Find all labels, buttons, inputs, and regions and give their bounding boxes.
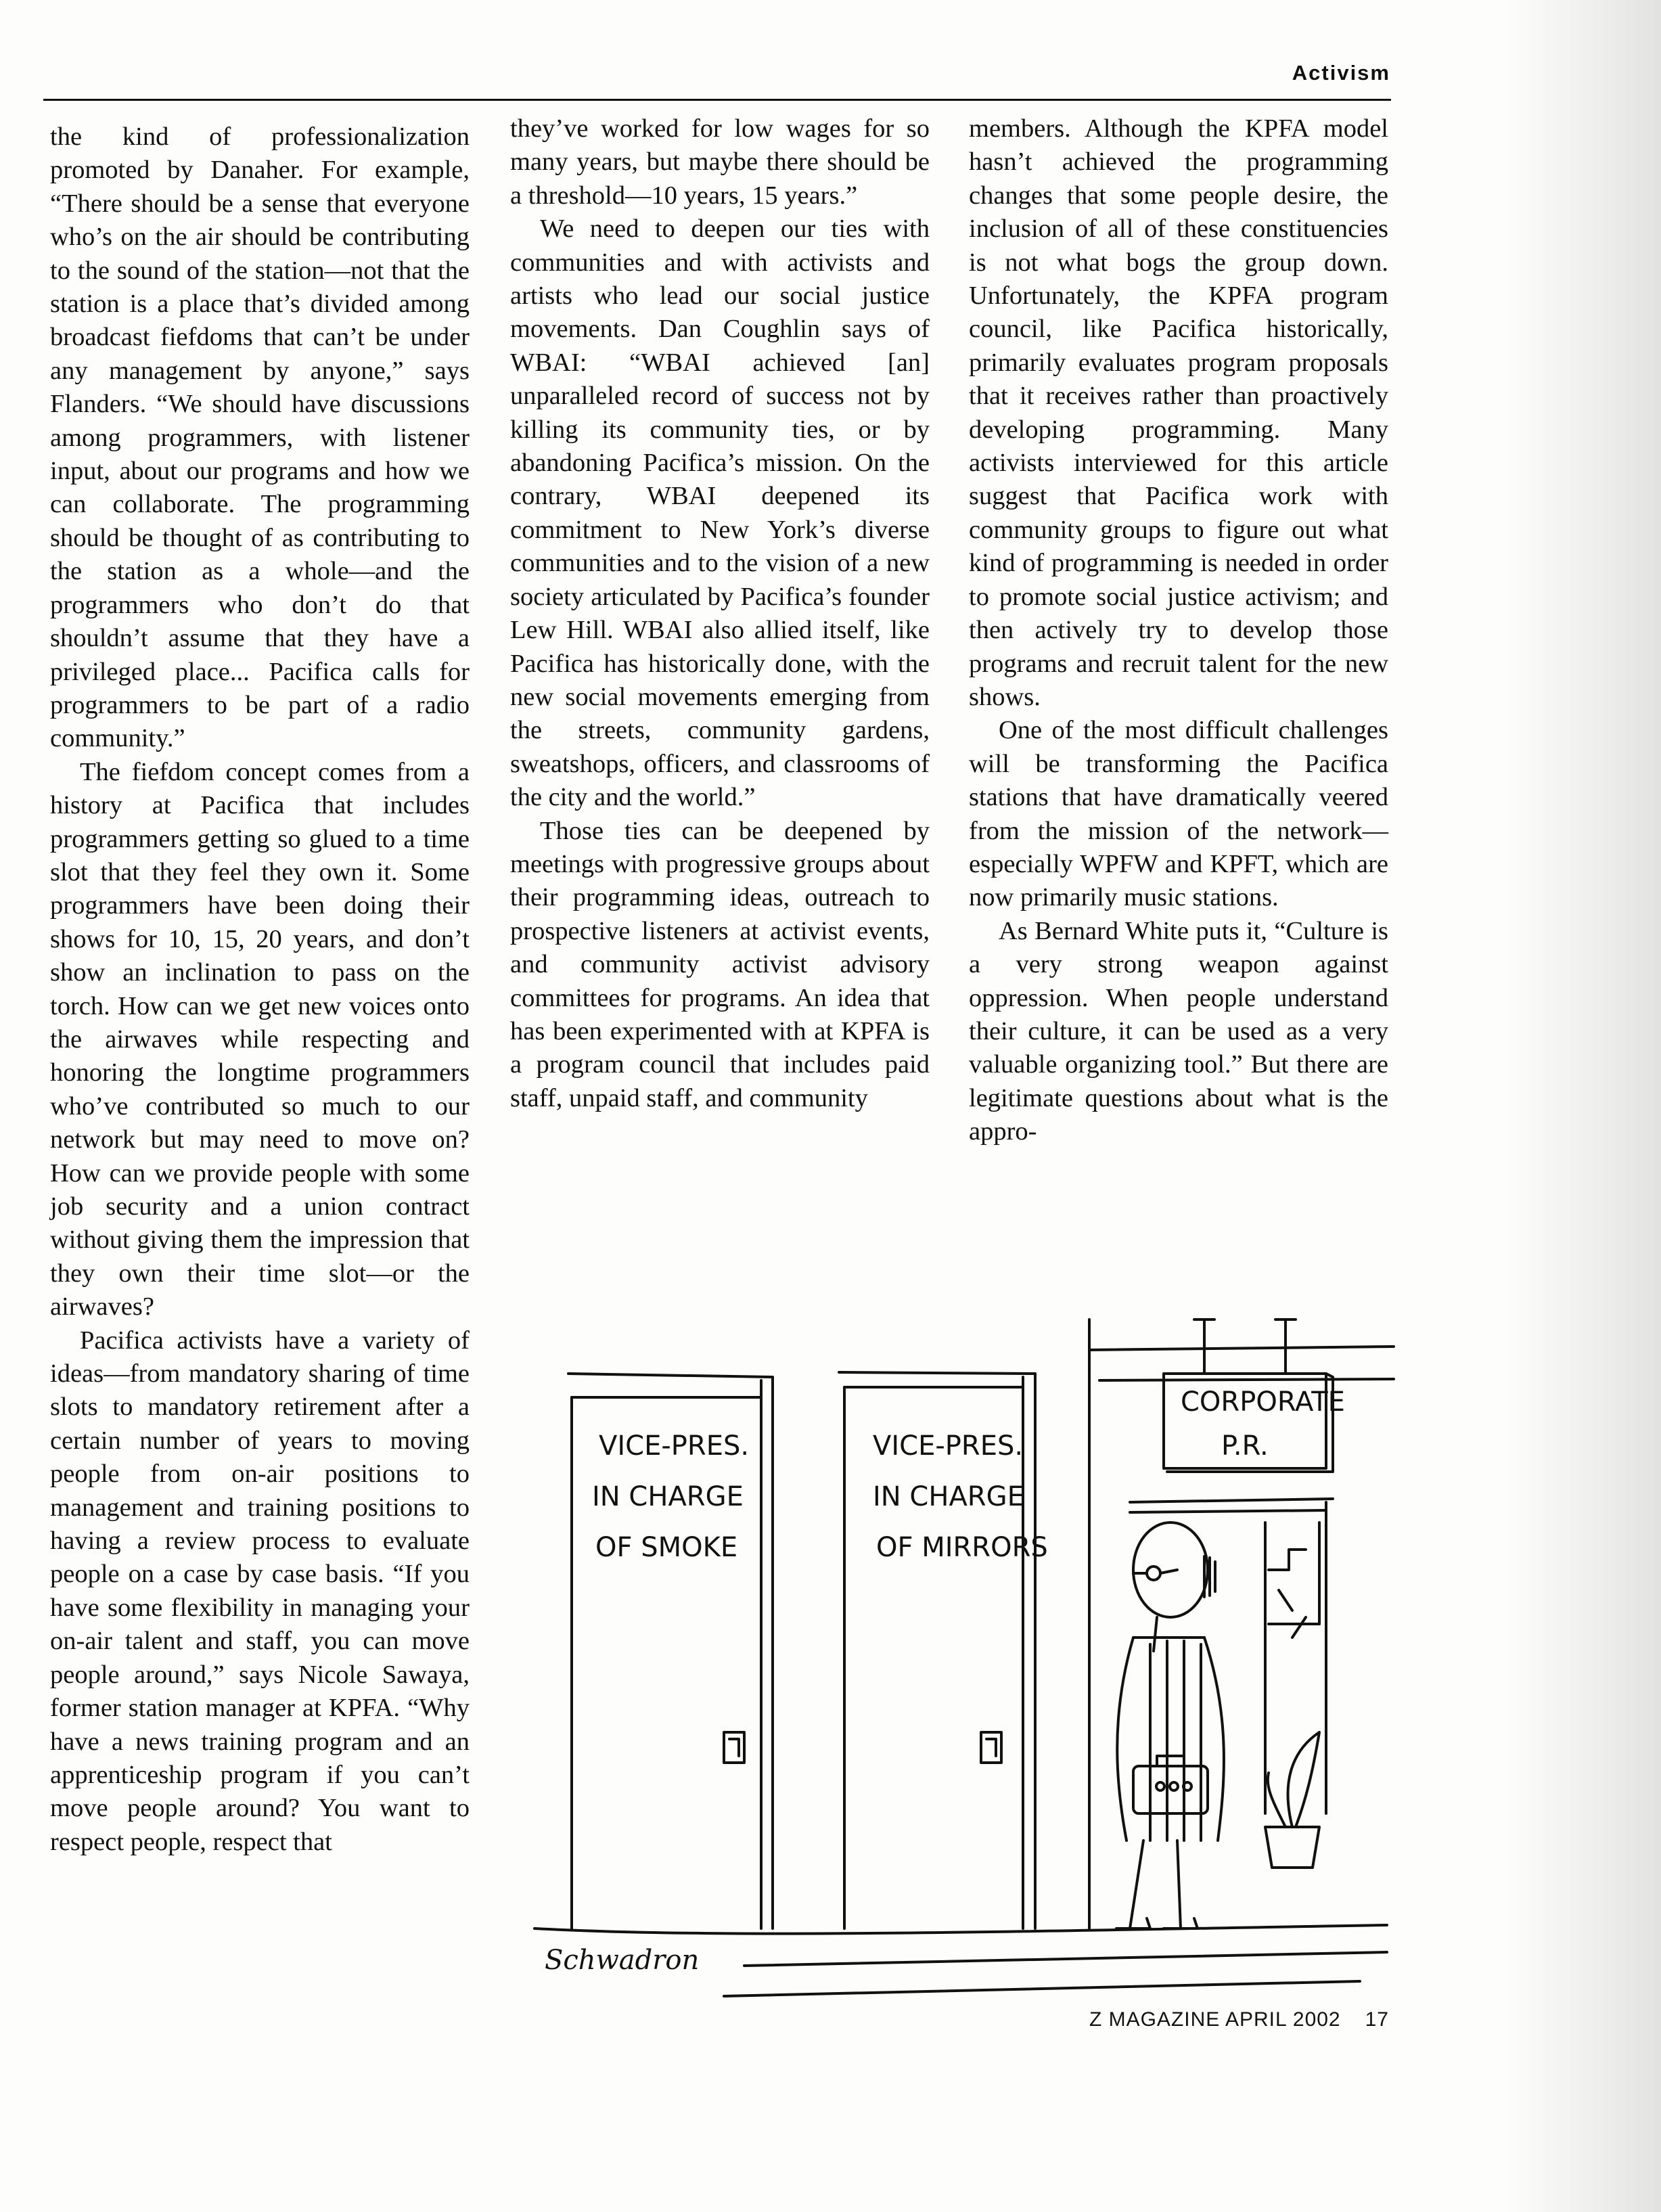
page-edge-shadow [1505,0,1661,2212]
column-3 [969,112,1388,1149]
cartoon-signature: Schwadron [545,1945,700,1976]
potted-plant [1265,1732,1319,1868]
page-number: 17 [1365,2008,1389,2031]
paragraph: Pacifica activists have a variety of ideas—from mandatory sharing of time slots to mandatory retirement after a certain number of years to moving people from on-air positions to management and training positions to having a review process to evaluate people on a case by case basis. “If you have some flexibility in managing your on-air talent and staff, you can move people around,” says Nicole Sawaya, former station manager at KPFA. “Why have a news training program and an apprenticeship program if you can’t move people around? You want to respect people, respect that [50,1326,470,1856]
door-mirrors [839,1372,1048,1928]
corporate-pr-sign [1164,1374,1345,1472]
door-mirrors-line-2: IN CHARGE [873,1481,1024,1512]
cartoon [521,1299,1414,2016]
door-mirrors-line-3: OF MIRRORS [876,1532,1048,1563]
businessman-figure [1116,1522,1224,1928]
door-smoke [568,1374,773,1928]
door-smoke-line-3: OF SMOKE [595,1532,738,1563]
publication-name: Z MAGAZINE APRIL 2002 [1089,2008,1341,2031]
column-1 [50,120,470,1859]
paragraph: As Bernard White puts it, “Culture is a very strong weapon against oppression. When people understand their culture, it can be used as a very valuable organizing tool.” But there are legitimate questions about what is the appro- [969,916,1388,1146]
paragraph: the kind of professionalization promoted by Danaher. For example, “There should be a sense that everyone who’s on the air should be contributing to the sound of the station—not that the station is a place that’s divided among broadcast fiefdoms that can’t be under any management by anyone,” says Flanders. “We should have discussions among programmers, with listener input, about our programs and how we can collaborate. The programming should be thought of as contributing to the station as a whole—and the programmers who don’t do that shouldn’t assume that they have a privileged place... Pacifica calls for programmers to be part of a radio community.” [50,122,470,753]
door-smoke-line-2: IN CHARGE [592,1481,744,1512]
paragraph: they’ve worked for low wages for so many years, but maybe there should be a threshold—10 years, 15 years.” [510,114,930,210]
door-mirrors-line-1: VICE-PRES. [873,1430,1024,1462]
page-footer [1089,2008,1389,2031]
section-label: Activism [1292,61,1390,85]
sign-line-1: CORPORATE [1181,1386,1345,1418]
paragraph: Those ties can be deepened by meetings with progressive groups about their programming ideas, outreach to prospective listeners at activist events, and community activist advisory committees for programs. An idea that has been experimented with at KPFA is a program council that includes paid staff, unpaid staff, and community [510,816,930,1112]
header-rule [43,99,1391,101]
door-smoke-line-1: VICE-PRES. [599,1430,750,1462]
paragraph: One of the most difficult challenges will be transforming the Pacifica stations that have dramatically veered from the mission of the network—especially WPFW and KPFT, which are now primarily music stations. [969,716,1388,912]
paragraph: We need to deepen our ties with communities and with activists and artists who lead our social justice movements. Dan Coughlin says of WBAI: “WBAI achieved [an] unparalleled record of success not by killing its community ties, or by abandoning Pacifica’s mission. On the contrary, WBAI deepened its commitment to New York’s diverse communities and to the vision of a new society articulated by Pacifica’s founder Lew Hill. WBAI also allied itself, like Pacifica has historically done, with the new social movements emerging from the streets, community gardens, sweatshops, officers, and classrooms of the city and the world.” [510,215,930,812]
column-2 [510,112,930,1115]
paragraph: The fiefdom concept comes from a history at Pacifica that includes programmers getting so glued to a time slot that they feel they own it. Some programmers have been doing their shows for 10, 15, 20 years, and don’t show an inclination to pass on the torch. How can we get new voices onto the airwaves while respecting and honoring the longtime programmers who’ve contributed so much to our network but may need to move on? How can we provide people with some job security and a union contract without giving them the impression that they own their time slot—or the airwaves? [50,757,470,1322]
sign-line-2: P.R. [1221,1430,1269,1462]
paragraph: members. Although the KPFA model hasn’t achieved the programming changes that some people desire, the inclusion of all of these constituencies is not what bogs the group down. Unfortunately, the KPFA program council, like Pacifica historically, primarily evaluates program proposals that it receives rather than proactively developing programming. Many activists interviewed for this article suggest that Pacifica work with community groups to figure out what kind of programming is needed in order to promote social justice activism; and then actively try to develop those programs and recruit talent for the new shows. [969,114,1388,711]
